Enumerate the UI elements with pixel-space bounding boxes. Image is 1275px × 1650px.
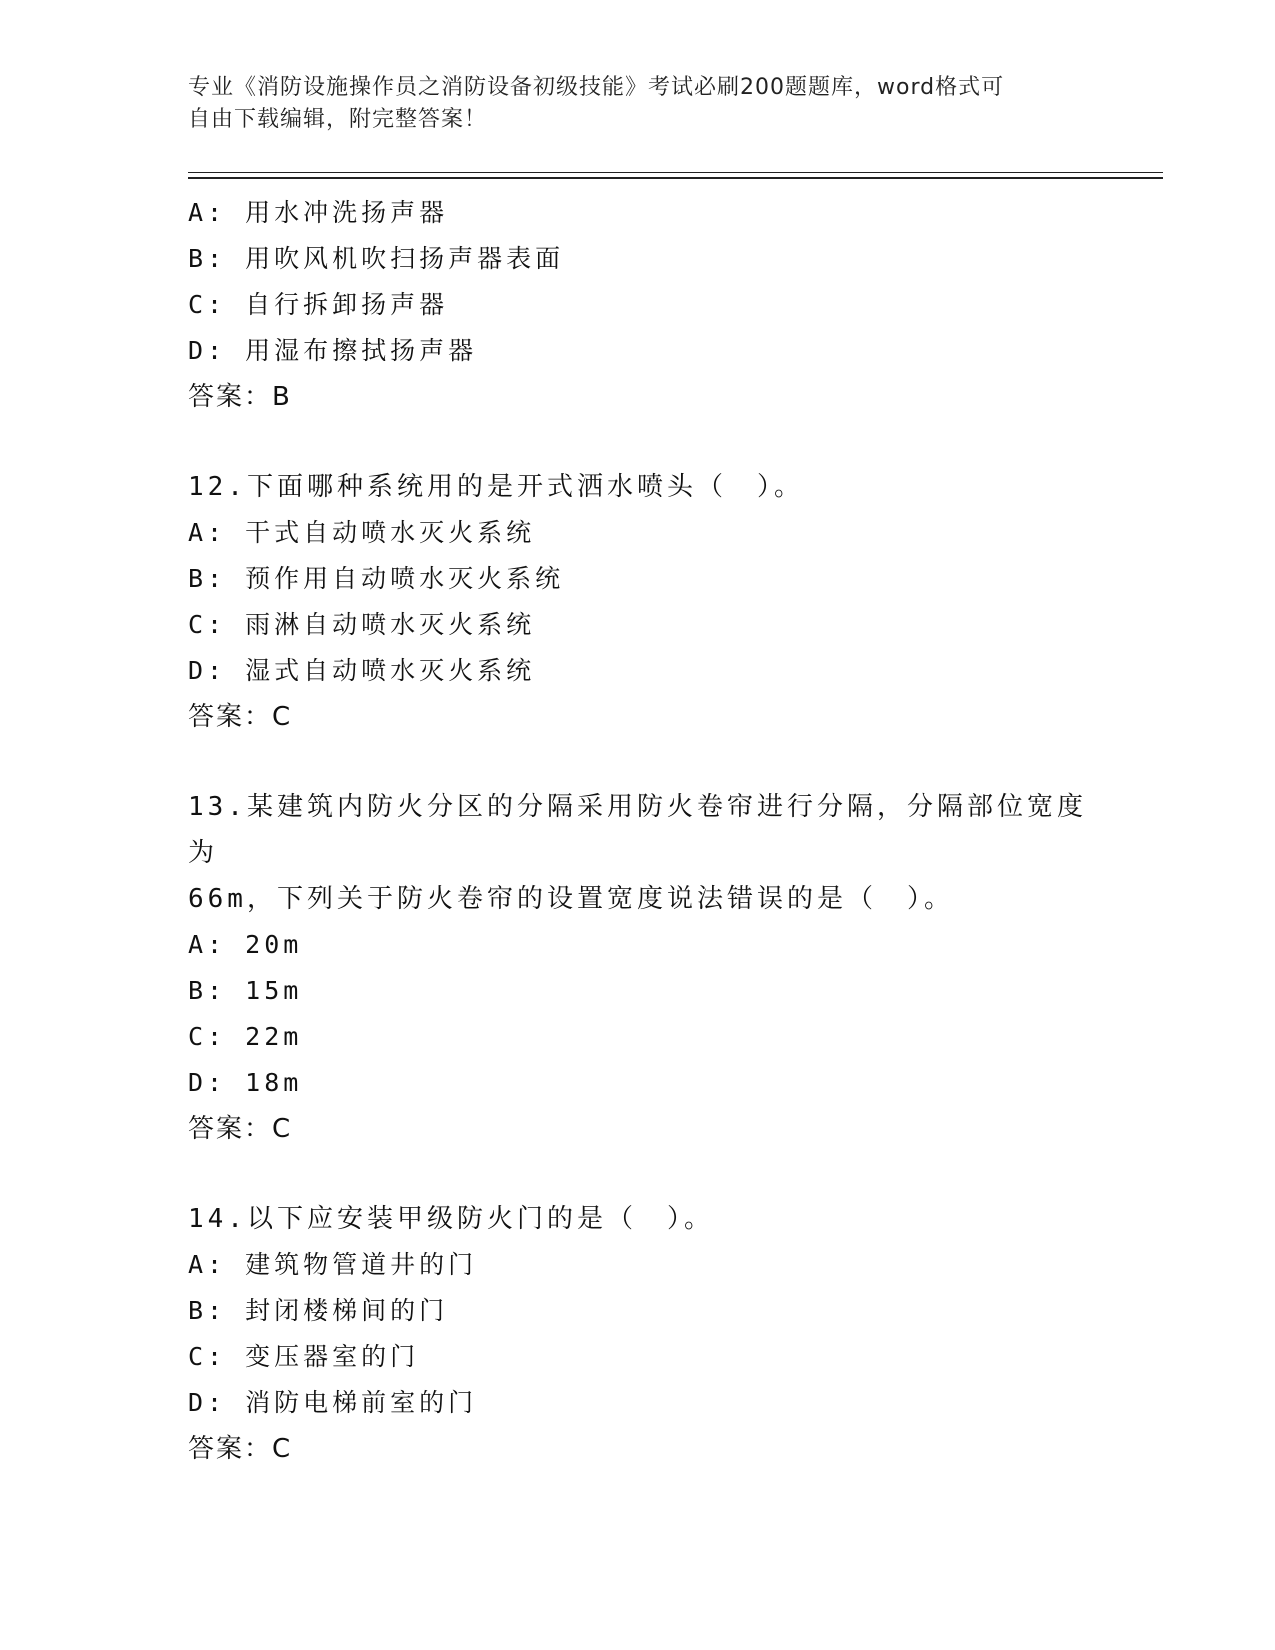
option-d: D: 湿式自动喷水灭火系统 <box>188 656 536 685</box>
question-14 <box>188 1196 1088 1472</box>
option-a: A: 干式自动喷水灭火系统 <box>188 518 536 547</box>
previous-question-block <box>188 190 1088 420</box>
option-a: A: 建筑物管道井的门 <box>188 1250 478 1279</box>
answer-line: 答案：C <box>188 1434 293 1464</box>
option-c: C: 雨淋自动喷水灭火系统 <box>188 610 536 639</box>
question-stem-continued: 66m，下列关于防火卷帘的设置宽度说法错误的是（ ）。 <box>188 884 954 914</box>
option-b: B: 预作用自动喷水灭火系统 <box>188 564 565 593</box>
option-a: A: 用水冲洗扬声器 <box>188 198 449 227</box>
option-b: B: 用吹风机吹扫扬声器表面 <box>188 244 565 273</box>
header-rule-bottom <box>188 177 1163 179</box>
option-b: B: 封闭楼梯间的门 <box>188 1296 449 1325</box>
answer-line: 答案：C <box>188 702 293 732</box>
header-line-2: 自由下载编辑，附完整答案！ <box>188 107 488 132</box>
answer-line: 答案：B <box>188 382 292 412</box>
header-line-1: 专业《消防设施操作员之消防设备初级技能》考试必刷200题题库，word格式可 <box>188 75 1005 100</box>
question-13 <box>188 784 1088 1152</box>
document-header <box>188 72 1068 136</box>
option-d: D: 用湿布擦拭扬声器 <box>188 336 478 365</box>
question-stem: 14.以下应安装甲级防火门的是（ ）。 <box>188 1204 714 1234</box>
option-d: D: 18m <box>188 1068 303 1097</box>
question-list <box>188 190 1088 1472</box>
option-c: C: 自行拆卸扬声器 <box>188 290 449 319</box>
option-b: B: 15m <box>188 976 303 1005</box>
question-stem: 13.某建筑内防火分区的分隔采用防火卷帘进行分隔，分隔部位宽度为 <box>188 792 1087 868</box>
answer-line: 答案：C <box>188 1114 293 1144</box>
option-c: C: 22m <box>188 1022 303 1051</box>
option-a: A: 20m <box>188 930 303 959</box>
header-rule-top <box>188 172 1163 173</box>
question-12 <box>188 464 1088 740</box>
option-c: C: 变压器室的门 <box>188 1342 420 1371</box>
option-d: D: 消防电梯前室的门 <box>188 1388 478 1417</box>
question-stem: 12.下面哪种系统用的是开式洒水喷头（ ）。 <box>188 472 804 502</box>
